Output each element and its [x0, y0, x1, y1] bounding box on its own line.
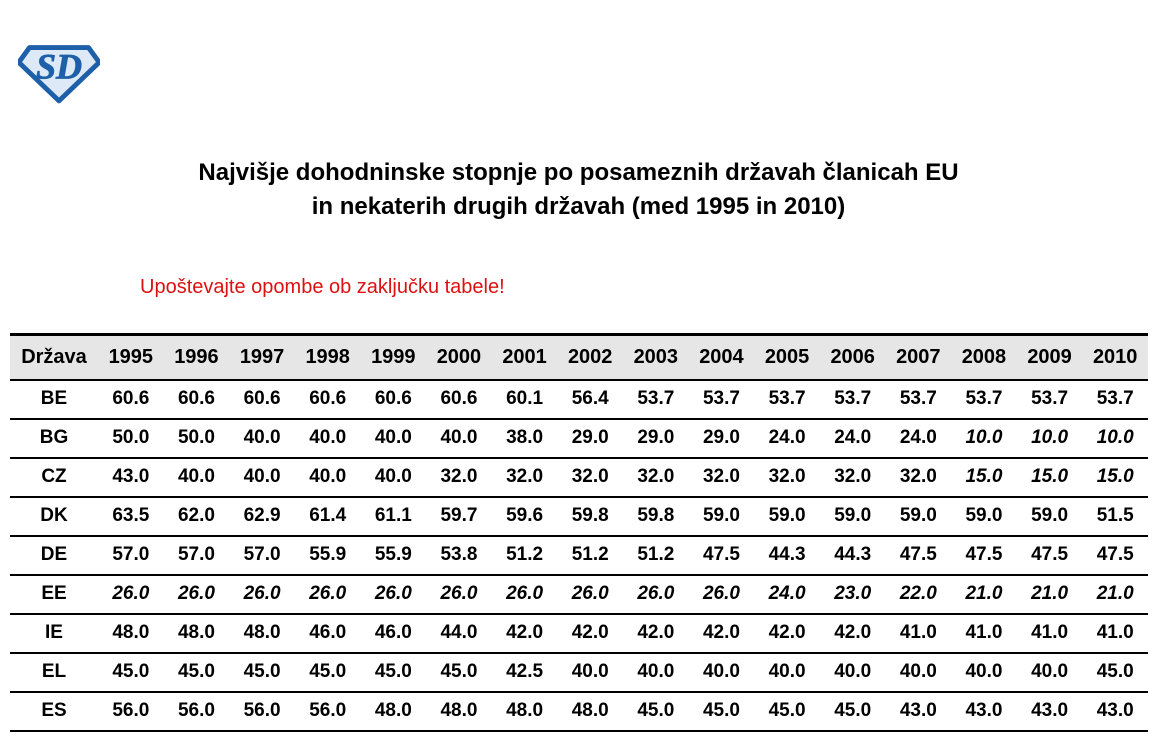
value-cell: 53.7: [1017, 380, 1083, 419]
value-cell: 24.0: [820, 419, 886, 458]
value-cell: 45.0: [164, 653, 230, 692]
page-title-line2: in nekaterih drugih državah (med 1995 in 2010): [311, 193, 846, 220]
value-cell: 43.0: [1082, 692, 1148, 731]
value-cell: 60.6: [164, 380, 230, 419]
value-cell: 32.0: [754, 458, 820, 497]
value-cell: 45.0: [623, 692, 689, 731]
value-cell: 59.8: [557, 497, 623, 536]
value-cell: 48.0: [229, 614, 295, 653]
country-cell: EE: [10, 575, 98, 614]
value-cell: 57.0: [98, 536, 164, 575]
value-cell: 60.1: [492, 380, 558, 419]
value-cell: 47.5: [1017, 536, 1083, 575]
value-cell: 42.0: [492, 614, 558, 653]
value-cell: 63.5: [98, 497, 164, 536]
value-cell: 26.0: [492, 575, 558, 614]
country-column-header: Država: [10, 335, 98, 380]
value-cell: 53.7: [689, 380, 755, 419]
year-column-header: 1997: [229, 335, 295, 380]
year-column-header: 2005: [754, 335, 820, 380]
value-cell: 10.0: [951, 419, 1017, 458]
value-cell: 50.0: [164, 419, 230, 458]
value-cell: 26.0: [623, 575, 689, 614]
value-cell: 26.0: [689, 575, 755, 614]
value-cell: 53.8: [426, 536, 492, 575]
value-cell: 45.0: [98, 653, 164, 692]
value-cell: 32.0: [426, 458, 492, 497]
value-cell: 60.6: [98, 380, 164, 419]
value-cell: 40.0: [820, 653, 886, 692]
value-cell: 40.0: [1017, 653, 1083, 692]
value-cell: 38.0: [492, 419, 558, 458]
note-text: Upoštevajte opombe ob zaključku tabele!: [140, 276, 505, 298]
sd-logo-letters: SD: [35, 46, 83, 87]
value-cell: 43.0: [1017, 692, 1083, 731]
value-cell: 48.0: [492, 692, 558, 731]
value-cell: 45.0: [1082, 653, 1148, 692]
table-row: [10, 419, 1148, 458]
table-row: [10, 614, 1148, 653]
table-header-row: [10, 335, 1148, 380]
value-cell: 60.6: [361, 380, 427, 419]
value-cell: 26.0: [229, 575, 295, 614]
year-column-header: 2007: [886, 335, 952, 380]
value-cell: 10.0: [1082, 419, 1148, 458]
value-cell: 59.0: [820, 497, 886, 536]
value-cell: 26.0: [295, 575, 361, 614]
value-cell: 53.7: [1082, 380, 1148, 419]
value-cell: 57.0: [164, 536, 230, 575]
value-cell: 32.0: [623, 458, 689, 497]
table-row: [10, 692, 1148, 731]
value-cell: 42.0: [820, 614, 886, 653]
value-cell: 55.9: [361, 536, 427, 575]
value-cell: 56.0: [98, 692, 164, 731]
value-cell: 24.0: [754, 419, 820, 458]
value-cell: 60.6: [426, 380, 492, 419]
year-column-header: 2001: [492, 335, 558, 380]
value-cell: 59.8: [623, 497, 689, 536]
table-row: [10, 575, 1148, 614]
value-cell: 40.0: [754, 653, 820, 692]
value-cell: 57.0: [229, 536, 295, 575]
value-cell: 22.0: [886, 575, 952, 614]
value-cell: 51.2: [557, 536, 623, 575]
year-column-header: 2000: [426, 335, 492, 380]
table-row: [10, 380, 1148, 419]
value-cell: 41.0: [1017, 614, 1083, 653]
table-row: [10, 497, 1148, 536]
value-cell: 32.0: [886, 458, 952, 497]
value-cell: 15.0: [1017, 458, 1083, 497]
value-cell: 44.3: [754, 536, 820, 575]
value-cell: 47.5: [951, 536, 1017, 575]
value-cell: 47.5: [1082, 536, 1148, 575]
table-row: [10, 536, 1148, 575]
value-cell: 23.0: [820, 575, 886, 614]
year-column-header: 1996: [164, 335, 230, 380]
year-column-header: 1999: [361, 335, 427, 380]
tax-rates-table: [10, 333, 1148, 732]
value-cell: 43.0: [98, 458, 164, 497]
value-cell: 50.0: [98, 419, 164, 458]
value-cell: 45.0: [295, 653, 361, 692]
value-cell: 40.0: [426, 419, 492, 458]
country-cell: BE: [10, 380, 98, 419]
value-cell: 53.7: [886, 380, 952, 419]
value-cell: 48.0: [361, 692, 427, 731]
value-cell: 45.0: [689, 692, 755, 731]
value-cell: 40.0: [229, 419, 295, 458]
value-cell: 21.0: [1017, 575, 1083, 614]
value-cell: 47.5: [689, 536, 755, 575]
value-cell: 10.0: [1017, 419, 1083, 458]
year-column-header: 2009: [1017, 335, 1083, 380]
value-cell: 24.0: [886, 419, 952, 458]
value-cell: 45.0: [361, 653, 427, 692]
value-cell: 56.0: [164, 692, 230, 731]
value-cell: 60.6: [295, 380, 361, 419]
value-cell: 59.0: [886, 497, 952, 536]
page-title: [0, 156, 1157, 224]
year-column-header: 2006: [820, 335, 886, 380]
value-cell: 32.0: [689, 458, 755, 497]
value-cell: 21.0: [951, 575, 1017, 614]
country-cell: ES: [10, 692, 98, 731]
value-cell: 42.0: [623, 614, 689, 653]
value-cell: 44.0: [426, 614, 492, 653]
value-cell: 45.0: [754, 692, 820, 731]
value-cell: 32.0: [492, 458, 558, 497]
year-column-header: 2003: [623, 335, 689, 380]
value-cell: 62.0: [164, 497, 230, 536]
value-cell: 40.0: [229, 458, 295, 497]
value-cell: 61.1: [361, 497, 427, 536]
value-cell: 53.7: [623, 380, 689, 419]
value-cell: 45.0: [820, 692, 886, 731]
value-cell: 48.0: [557, 692, 623, 731]
value-cell: 41.0: [886, 614, 952, 653]
page-title-line1: Najvišje dohodninske stopnje po posameznih državah članicah EU: [198, 159, 959, 186]
value-cell: 40.0: [689, 653, 755, 692]
value-cell: 29.0: [623, 419, 689, 458]
value-cell: 56.4: [557, 380, 623, 419]
value-cell: 43.0: [886, 692, 952, 731]
value-cell: 26.0: [361, 575, 427, 614]
value-cell: 51.2: [492, 536, 558, 575]
value-cell: 56.0: [295, 692, 361, 731]
value-cell: 48.0: [164, 614, 230, 653]
year-column-header: 2002: [557, 335, 623, 380]
value-cell: 21.0: [1082, 575, 1148, 614]
value-cell: 42.0: [689, 614, 755, 653]
year-column-header: 1995: [98, 335, 164, 380]
value-cell: 59.7: [426, 497, 492, 536]
sd-logo: [18, 42, 100, 104]
tax-rates-table-container: [10, 333, 1148, 732]
value-cell: 59.0: [689, 497, 755, 536]
value-cell: 40.0: [295, 458, 361, 497]
sd-logo-shield-icon: [18, 42, 100, 104]
value-cell: 48.0: [98, 614, 164, 653]
value-cell: 48.0: [426, 692, 492, 731]
value-cell: 40.0: [557, 653, 623, 692]
value-cell: 26.0: [557, 575, 623, 614]
value-cell: 40.0: [361, 419, 427, 458]
country-cell: BG: [10, 419, 98, 458]
value-cell: 26.0: [164, 575, 230, 614]
value-cell: 41.0: [1082, 614, 1148, 653]
value-cell: 40.0: [295, 419, 361, 458]
value-cell: 40.0: [623, 653, 689, 692]
value-cell: 46.0: [361, 614, 427, 653]
year-column-header: 2008: [951, 335, 1017, 380]
value-cell: 53.7: [951, 380, 1017, 419]
value-cell: 42.5: [492, 653, 558, 692]
value-cell: 42.0: [754, 614, 820, 653]
value-cell: 24.0: [754, 575, 820, 614]
value-cell: 40.0: [951, 653, 1017, 692]
table-body: [10, 380, 1148, 731]
value-cell: 43.0: [951, 692, 1017, 731]
value-cell: 32.0: [820, 458, 886, 497]
value-cell: 15.0: [1082, 458, 1148, 497]
country-cell: IE: [10, 614, 98, 653]
value-cell: 42.0: [557, 614, 623, 653]
value-cell: 61.4: [295, 497, 361, 536]
value-cell: 60.6: [229, 380, 295, 419]
value-cell: 55.9: [295, 536, 361, 575]
year-column-header: 2004: [689, 335, 755, 380]
value-cell: 40.0: [361, 458, 427, 497]
country-cell: CZ: [10, 458, 98, 497]
value-cell: 51.5: [1082, 497, 1148, 536]
value-cell: 15.0: [951, 458, 1017, 497]
country-cell: DK: [10, 497, 98, 536]
value-cell: 59.0: [951, 497, 1017, 536]
value-cell: 56.0: [229, 692, 295, 731]
value-cell: 47.5: [886, 536, 952, 575]
value-cell: 32.0: [557, 458, 623, 497]
value-cell: 26.0: [426, 575, 492, 614]
value-cell: 59.0: [1017, 497, 1083, 536]
value-cell: 53.7: [754, 380, 820, 419]
year-column-header: 2010: [1082, 335, 1148, 380]
value-cell: 44.3: [820, 536, 886, 575]
table-row: [10, 458, 1148, 497]
value-cell: 53.7: [820, 380, 886, 419]
value-cell: 40.0: [164, 458, 230, 497]
value-cell: 59.6: [492, 497, 558, 536]
value-cell: 40.0: [886, 653, 952, 692]
value-cell: 51.2: [623, 536, 689, 575]
value-cell: 45.0: [426, 653, 492, 692]
value-cell: 41.0: [951, 614, 1017, 653]
value-cell: 62.9: [229, 497, 295, 536]
value-cell: 26.0: [98, 575, 164, 614]
table-row: [10, 653, 1148, 692]
value-cell: 29.0: [689, 419, 755, 458]
country-cell: DE: [10, 536, 98, 575]
value-cell: 46.0: [295, 614, 361, 653]
table-header: [10, 335, 1148, 380]
value-cell: 45.0: [229, 653, 295, 692]
value-cell: 59.0: [754, 497, 820, 536]
year-column-header: 1998: [295, 335, 361, 380]
country-cell: EL: [10, 653, 98, 692]
value-cell: 29.0: [557, 419, 623, 458]
